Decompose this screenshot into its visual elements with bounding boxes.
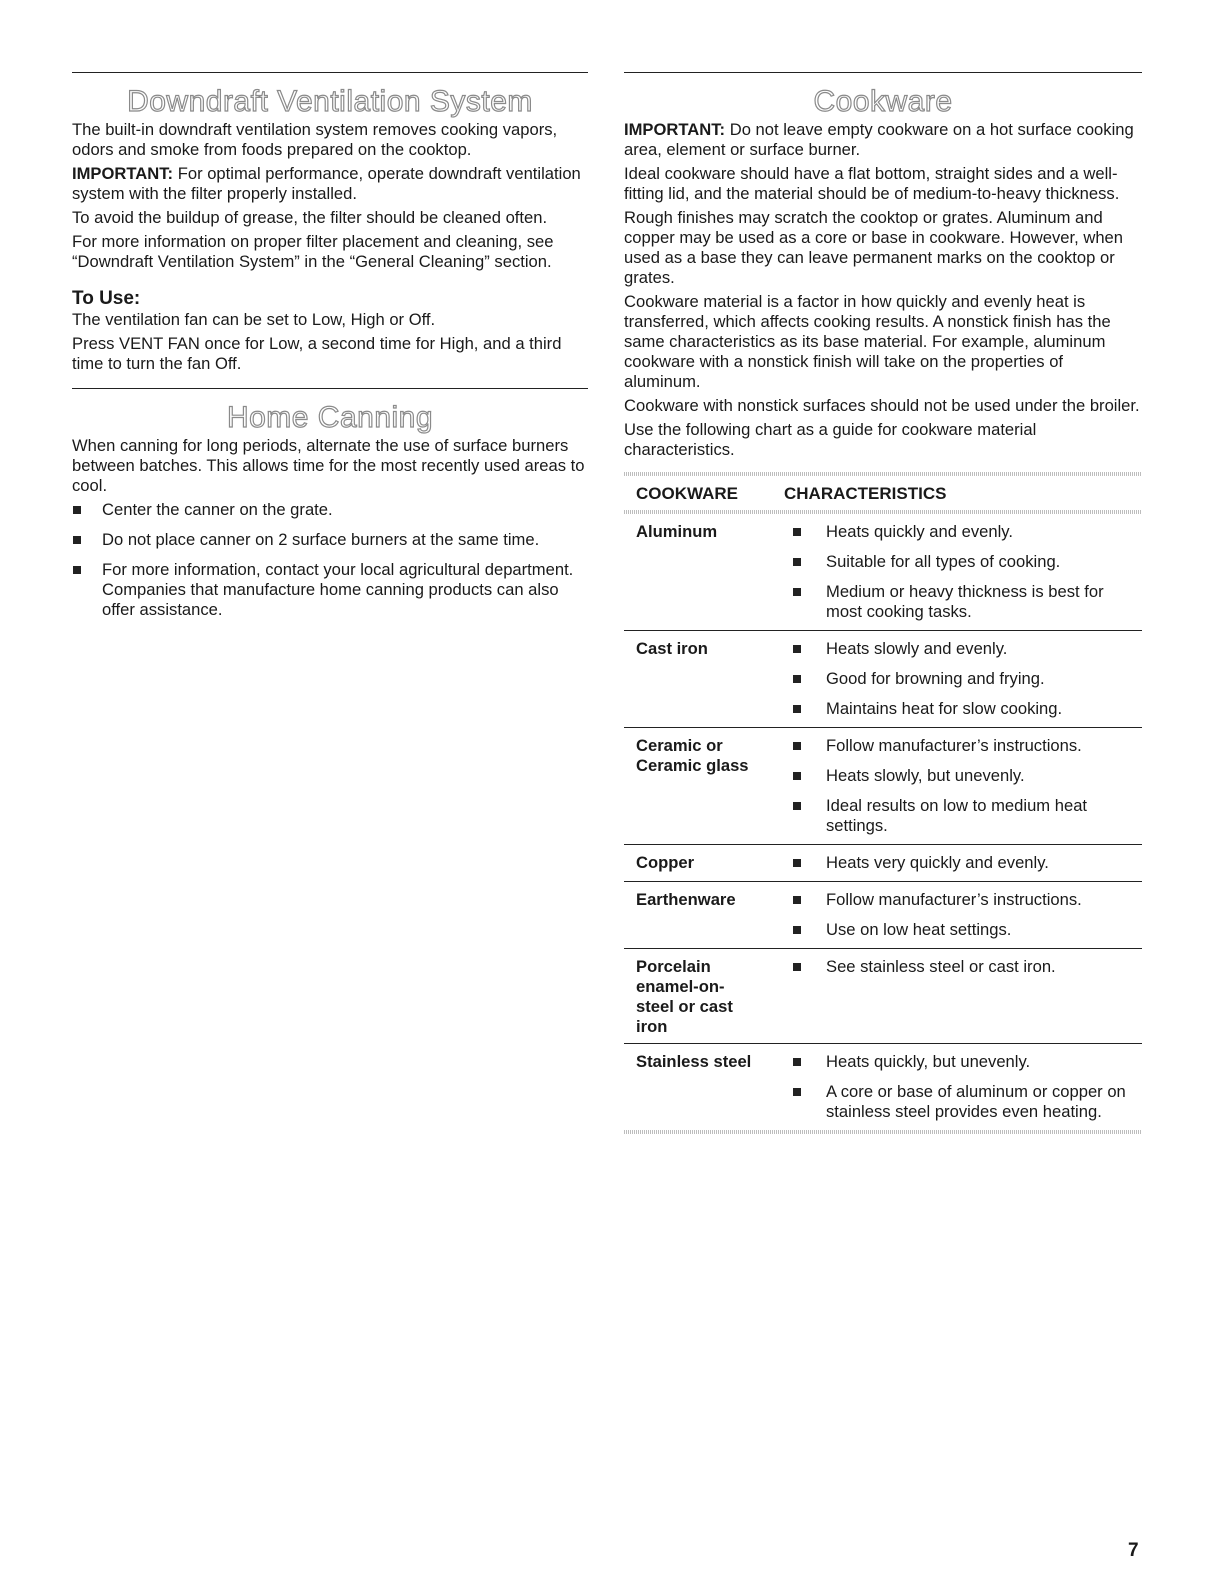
- list-item: Center the canner on the grate.: [72, 500, 588, 520]
- cookware-material: Earthenware: [636, 890, 736, 909]
- characteristic-text: See stainless steel or cast iron.: [826, 957, 1056, 976]
- downdraft-important: [72, 164, 588, 204]
- table-row: [624, 728, 1142, 845]
- table-bottom-rule: [624, 1130, 1142, 1134]
- square-bullet-icon: [793, 963, 801, 971]
- table-row: [624, 1044, 1142, 1130]
- list-item: [784, 582, 1142, 622]
- cookware-ideal: Ideal cookware should have a flat bottom, straight sides and a well-fitting lid, and the material should be of medium-to-heavy thickness.: [624, 164, 1120, 203]
- characteristic-text: Heats quickly and evenly.: [826, 522, 1013, 541]
- characteristic-text: Follow manufacturer’s instructions.: [826, 890, 1082, 909]
- square-bullet-icon: [793, 896, 801, 904]
- list-item: [784, 890, 1142, 910]
- characteristics-cell: [784, 736, 1142, 838]
- characteristic-text: Maintains heat for slow cooking.: [826, 699, 1063, 718]
- list-item: [784, 669, 1142, 689]
- downdraft-more-info: For more information on proper filter placement and cleaning, see “Downdraft Ventilation System” in the “General Cleaning” section.: [72, 232, 554, 271]
- characteristics-list: [784, 736, 1142, 836]
- characteristics-cell: [784, 853, 1142, 875]
- characteristic-text: Heats slowly and evenly.: [826, 639, 1008, 658]
- cookware-table: [624, 472, 1142, 1134]
- list-item: [784, 796, 1142, 836]
- characteristics-cell: [784, 522, 1142, 624]
- cookware-heading: Cookware: [813, 85, 953, 118]
- list-item: [784, 1082, 1142, 1122]
- square-bullet-icon: [793, 802, 801, 810]
- table-row: [624, 631, 1142, 728]
- characteristics-cell: [784, 639, 1142, 721]
- table-body: [624, 514, 1142, 1130]
- characteristic-text: Good for browning and frying.: [826, 669, 1045, 688]
- list-item: [784, 522, 1142, 542]
- list-item: [784, 853, 1142, 873]
- important-label: IMPORTANT:: [72, 164, 174, 183]
- square-bullet-icon: [793, 1088, 801, 1096]
- characteristic-text: Heats very quickly and evenly.: [826, 853, 1049, 872]
- square-bullet-icon: [793, 675, 801, 683]
- cookware-important: [624, 120, 1142, 160]
- section-divider: [624, 72, 1142, 73]
- characteristics-list: [784, 522, 1142, 622]
- characteristics-list: [784, 639, 1142, 719]
- characteristic-text: Heats quickly, but unevenly.: [826, 1052, 1031, 1071]
- cookware-material: Porcelain enamel-on-steel or cast iron: [636, 957, 733, 1036]
- square-bullet-icon: [793, 558, 801, 566]
- square-bullet-icon: [73, 536, 81, 544]
- canning-bullet-list: [72, 500, 588, 620]
- square-bullet-icon: [793, 645, 801, 653]
- table-row: [624, 882, 1142, 949]
- section-divider: [72, 72, 588, 73]
- characteristic-text: Suitable for all types of cooking.: [826, 552, 1061, 571]
- cookware-finishes: Rough finishes may scratch the cooktop or grates. Aluminum and copper may be used as a core or base in cookware. However, when used as a base they can leave permanent marks on the cooktop or grates.: [624, 208, 1124, 287]
- home-canning-heading: Home Canning: [226, 401, 434, 434]
- cookware-material: Aluminum: [636, 522, 718, 541]
- cookware-chart-intro: Use the following chart as a guide for cookware material characteristics.: [624, 420, 1037, 459]
- characteristic-text: Ideal results on low to medium heat settings.: [826, 796, 1088, 835]
- table-row: [624, 845, 1142, 882]
- downdraft-heading: Downdraft Ventilation System: [127, 85, 533, 118]
- cookware-material: Copper: [636, 853, 695, 872]
- list-item: Do not place canner on 2 surface burners at the same time.: [72, 530, 588, 550]
- list-item: [784, 957, 1142, 977]
- characteristics-list: [784, 853, 1142, 873]
- list-item: [784, 766, 1142, 786]
- to-use-subheading: To Use:: [72, 288, 141, 309]
- characteristics-cell: [784, 1052, 1142, 1124]
- list-item: [784, 699, 1142, 719]
- important-label: IMPORTANT:: [624, 120, 726, 139]
- cookware-material: Ceramic or Ceramic glass: [636, 736, 749, 775]
- to-use-instructions: Press VENT FAN once for Low, a second time for High, and a third time to turn the fan Off.: [72, 334, 562, 373]
- characteristics-list: [784, 890, 1142, 940]
- square-bullet-icon: [793, 742, 801, 750]
- cookware-material: Cast iron: [636, 639, 708, 658]
- table-header: [624, 476, 1142, 510]
- section-divider: [72, 388, 588, 389]
- important-text: For optimal performance, operate downdraft ventilation system with the filter properly installed.: [72, 164, 581, 203]
- square-bullet-icon: [793, 705, 801, 713]
- list-item: [784, 639, 1142, 659]
- characteristics-list: [784, 957, 1142, 977]
- characteristics-cell: [784, 957, 1142, 1037]
- table-row: [624, 949, 1142, 1044]
- cookware-material-factor: Cookware material is a factor in how quickly and evenly heat is transferred, which affects cooking results. A nonstick finish has the same characteristics as its base material. For example, aluminum cookware with a nonstick finish will take on the properties of aluminum.: [624, 292, 1111, 391]
- downdraft-grease-note: To avoid the buildup of grease, the filter should be cleaned often.: [72, 208, 548, 227]
- square-bullet-icon: [793, 1058, 801, 1066]
- characteristic-text: Medium or heavy thickness is best for most cooking tasks.: [826, 582, 1104, 621]
- page-number: 7: [1128, 1540, 1139, 1561]
- list-item: [784, 920, 1142, 940]
- header-cookware: COOKWARE: [636, 484, 738, 503]
- to-use-settings: The ventilation fan can be set to Low, High or Off.: [72, 310, 436, 329]
- canning-intro: When canning for long periods, alternate the use of surface burners between batches. This allows time for the most recently used areas to cool.: [72, 436, 585, 495]
- list-item: [784, 736, 1142, 756]
- header-characteristics: CHARACTERISTICS: [784, 484, 947, 503]
- list-item: For more information, contact your local agricultural department. Companies that manufacture home canning products can also offer assistance.: [72, 560, 588, 620]
- characteristic-text: Use on low heat settings.: [826, 920, 1012, 939]
- right-column: [624, 72, 1142, 1134]
- square-bullet-icon: [793, 588, 801, 596]
- characteristic-text: Follow manufacturer’s instructions.: [826, 736, 1082, 755]
- characteristic-text: Heats slowly, but unevenly.: [826, 766, 1025, 785]
- important-text: Do not leave empty cookware on a hot surface cooking area, element or surface burner.: [624, 120, 1134, 159]
- square-bullet-icon: [793, 528, 801, 536]
- table-row: [624, 514, 1142, 631]
- square-bullet-icon: [793, 772, 801, 780]
- square-bullet-icon: [73, 506, 81, 514]
- square-bullet-icon: [73, 566, 81, 574]
- left-column: [72, 72, 588, 630]
- cookware-nonstick-note: Cookware with nonstick surfaces should not be used under the broiler.: [624, 396, 1140, 415]
- square-bullet-icon: [793, 926, 801, 934]
- downdraft-intro: The built-in downdraft ventilation system removes cooking vapors, odors and smoke from foods prepared on the cooktop.: [72, 120, 558, 159]
- list-item: [784, 1052, 1142, 1072]
- list-item: [784, 552, 1142, 572]
- characteristics-cell: [784, 890, 1142, 942]
- characteristics-list: [784, 1052, 1142, 1122]
- square-bullet-icon: [793, 859, 801, 867]
- cookware-material: Stainless steel: [636, 1052, 752, 1071]
- characteristic-text: A core or base of aluminum or copper on stainless steel provides even heating.: [826, 1082, 1126, 1121]
